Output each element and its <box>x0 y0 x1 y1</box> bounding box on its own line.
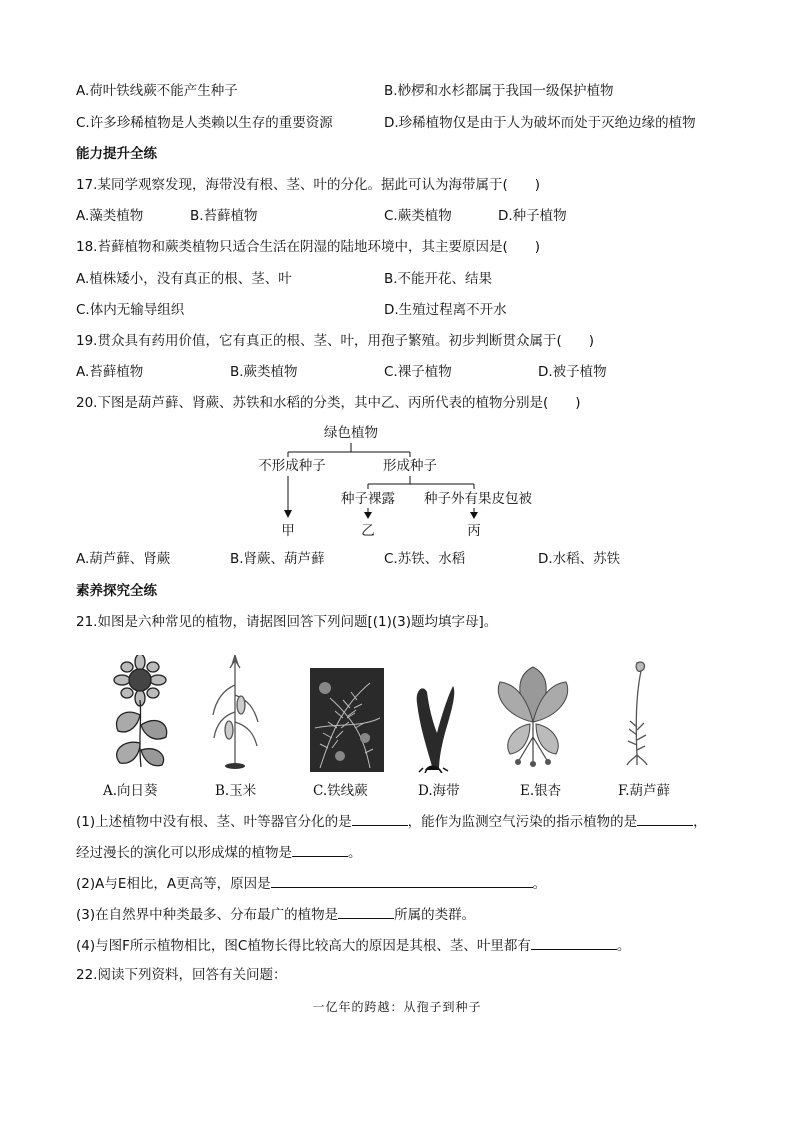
q19-option-c: C.裸子植物 <box>384 364 452 380</box>
tree-leaf-jia: 甲 <box>281 523 295 539</box>
section-heading-literacy: 素养探究全练 <box>76 583 157 599</box>
arrow-head-icon <box>284 510 292 518</box>
q22-stem: 22.阅读下列资料，回答有关问题： <box>76 967 287 983</box>
q21-part3-text-b: 所属的类群。 <box>394 907 476 923</box>
corn-illustration <box>208 650 263 770</box>
q19-option-a: A.苔藓植物 <box>76 364 144 380</box>
q17-option-b: B.苔藓植物 <box>190 208 258 224</box>
q21-part1-text-a: (1)上述植物中没有根、茎、叶等器官分化的是 <box>76 814 352 830</box>
ginkgo-illustration <box>488 662 578 767</box>
q17-option-a: A.藻类植物 <box>76 208 144 224</box>
q21-stem: 21.如图是六种常见的植物，请据图回答下列问题[(1)(3)题均填字母]。 <box>76 614 498 630</box>
fern-photo-illustration <box>310 668 384 772</box>
q20-option-b: B.肾蕨、葫芦藓 <box>230 551 325 567</box>
tree-node-seed: 形成种子 <box>383 458 437 474</box>
q21-part4-text-a: (4)与图F所示植物相比，图C植物长得比较高大的原因是其根、茎、叶里都有 <box>76 938 531 954</box>
q16-option-b: B.桫椤和水杉都属于我国一级保护植物 <box>384 83 614 99</box>
q21-part1-text-e: 。 <box>348 845 362 861</box>
section-heading-ability: 能力提升全练 <box>76 146 157 162</box>
q21-part1-line1 <box>76 811 707 831</box>
q21-part4-text-b: 。 <box>616 938 631 954</box>
q21-part1-line2 <box>76 842 362 862</box>
q16-option-a: A.荷叶铁线蕨不能产生种子 <box>76 83 238 99</box>
q20-option-a: A.葫芦藓、肾蕨 <box>76 551 171 567</box>
arrow-head-icon <box>364 512 372 519</box>
plant-caption-b: B.玉米 <box>215 783 257 799</box>
sunflower-illustration <box>100 655 180 770</box>
q18-option-c: C.体内无输导组织 <box>76 302 185 318</box>
q21-part2-text-a: (2)A与E相比，A更高等，原因是 <box>76 876 271 892</box>
q19-option-b: B.蕨类植物 <box>230 364 298 380</box>
q20-option-c: C.苏铁、水稻 <box>384 551 466 567</box>
q16-option-d: D.珍稀植物仅是由于人为破坏而处于灭绝边缘的植物 <box>384 115 696 131</box>
answer-blank[interactable] <box>292 842 348 857</box>
q21-part3 <box>76 904 475 924</box>
q21-part1-text-d: 经过漫长的演化可以形成煤的植物是 <box>76 845 292 861</box>
q19-option-d: D.被子植物 <box>538 364 607 380</box>
q17-option-d: D.种子植物 <box>498 208 567 224</box>
plant-caption-a: A.向日葵 <box>103 783 158 799</box>
classification-tree-diagram <box>0 0 794 560</box>
q21-part2-text-b: 。 <box>532 876 547 892</box>
answer-blank[interactable] <box>338 904 394 919</box>
plant-caption-e: E.银杏 <box>520 783 562 799</box>
reading-subtitle: 一亿年的跨越：从孢子到种子 <box>312 1000 482 1014</box>
q17-option-c: C.蕨类植物 <box>384 208 452 224</box>
q18-option-d: D.生殖过程离不开水 <box>384 302 507 318</box>
q21-part3-text-a: (3)在自然界中种类最多、分布最广的植物是 <box>76 907 339 923</box>
q19-stem: 19.贯众具有药用价值，它有真正的根、茎、叶，用孢子繁殖。初步判断贯众属于( ) <box>76 333 595 349</box>
tree-node-naked-seed: 种子裸露 <box>341 491 395 507</box>
answer-blank[interactable] <box>271 873 533 888</box>
tree-leaf-yi: 乙 <box>361 523 375 539</box>
plant-caption-d: D.海带 <box>418 783 460 799</box>
q18-stem: 18.苔藓植物和蕨类植物只适合生活在阴湿的陆地环境中，其主要原因是( ) <box>76 239 541 255</box>
q21-part1-text-c: ， <box>693 814 707 830</box>
moss-illustration <box>615 655 660 770</box>
answer-blank[interactable] <box>531 935 617 950</box>
arrow-head-icon <box>470 512 478 519</box>
q18-option-b: B.不能开花、结果 <box>384 271 493 287</box>
kelp-illustration <box>405 678 460 773</box>
tree-node-covered-seed: 种子外有果皮包被 <box>424 491 532 507</box>
q17-stem: 17.某同学观察发现，海带没有根、茎、叶的分化。据此可认为海带属于( ) <box>76 177 541 193</box>
q16-option-c: C.许多珍稀植物是人类赖以生存的重要资源 <box>76 115 333 131</box>
answer-blank[interactable] <box>637 811 693 826</box>
q20-option-d: D.水稻、苏铁 <box>538 551 621 567</box>
q21-part2 <box>76 873 546 893</box>
plant-caption-f: F.葫芦藓 <box>618 783 671 799</box>
q21-part1-text-b: ，能作为监测空气污染的指示植物的是 <box>407 814 638 830</box>
q20-stem: 20.下图是葫芦藓、肾蕨、苏铁和水稻的分类，其中乙、丙所代表的植物分别是( ) <box>76 395 581 411</box>
q18-option-a: A.植株矮小，没有真正的根、茎、叶 <box>76 271 292 287</box>
tree-leaf-bing: 丙 <box>467 523 481 539</box>
q21-part4 <box>76 935 630 955</box>
answer-blank[interactable] <box>352 811 408 826</box>
tree-node-no-seed: 不形成种子 <box>258 458 326 474</box>
tree-root-label: 绿色植物 <box>324 425 378 441</box>
plant-caption-c: C.铁线蕨 <box>313 783 368 799</box>
